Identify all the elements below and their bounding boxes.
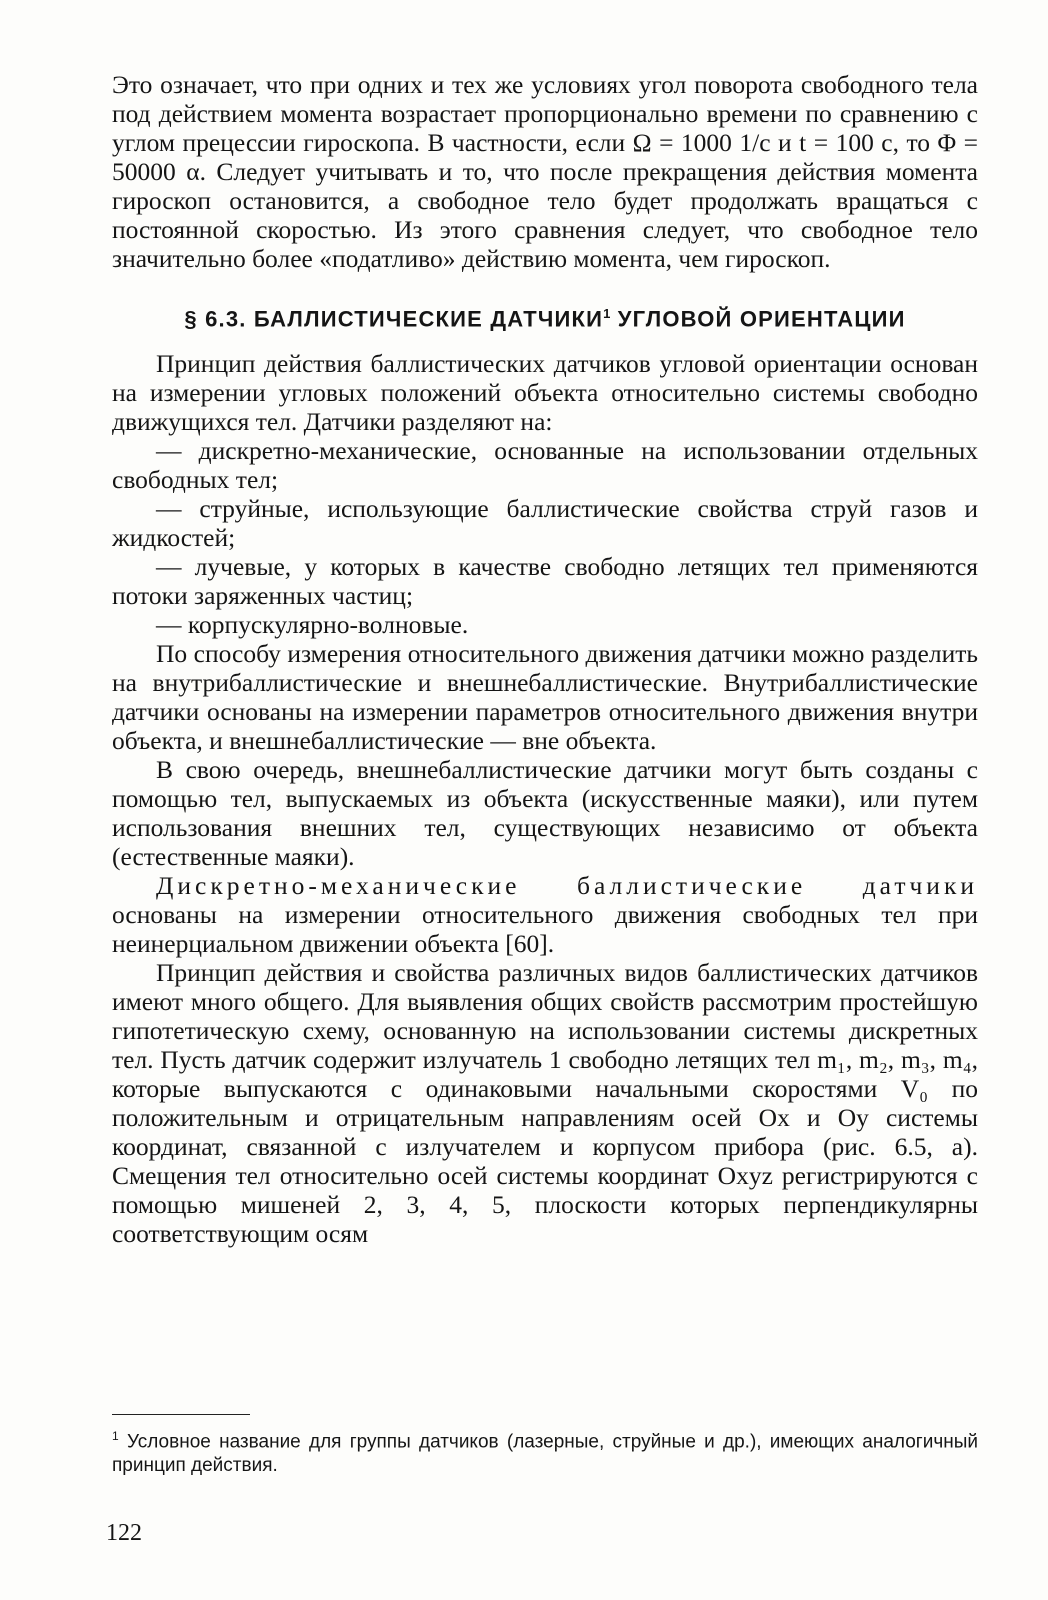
section-heading — [112, 299, 978, 333]
list-item-beam: — лучевые, у которых в качестве свободно летящих тел применяются потоки заряженных частиц; — [112, 552, 978, 611]
footnote-text: Условное название для группы датчиков (лазерные, струйные и др.), имеющих аналогичный принцип действия. — [112, 1431, 978, 1477]
paragraph-1: Это означает, что при одних и тех же условиях угол поворота свободного тела под действием момента возрастает пропорционально времени по сравнению с углом прецессии гироскопа. В частности, если Ω = 1000 1/с и t = 100 с, то Φ = 50000 α. Следует учитывать и то, что после прекращения действия момента гироскоп остановится, а свободное тело будет продолжать вращаться с постоянной скоростью. Из этого сравнения следует, что свободное тело значительно более «податливо» действию момента, чем гироскоп. — [112, 70, 978, 273]
footnote-mark: 1 — [112, 1429, 119, 1443]
footnote — [112, 1424, 978, 1478]
heading-footnote-mark: 1 — [603, 306, 611, 321]
paragraph-4: В свою очередь, внешнебаллистические датчики могут быть созданы с помощью тел, выпускаемых из объекта (искусственные маяки), или путем использования внешних тел, существующих независимо от объекта (естественные маяки). — [112, 755, 978, 872]
paragraph-3: По способу измерения относительного движения датчики можно разделить на внутрибаллистические и внешнебаллистические. Внутрибаллистические датчики основаны на измерении параметров относительного движения внутри объекта, и внешнебаллистические — вне объекта. — [112, 639, 978, 756]
list-item-jet: — струйные, использующие баллистические свойства струй газов и жидкостей; — [112, 494, 978, 553]
heading-title: § 6.3. БАЛЛИСТИЧЕСКИЕ ДАТЧИКИ — [184, 306, 604, 332]
page-number: 122 — [106, 1520, 142, 1546]
paragraph-2: Принцип действия баллистических датчиков угловой ориентации основан на измерении угловых положений объекта относительно системы свободно движущихся тел. Датчики разделяют на: — [112, 349, 978, 437]
spaced-term: Дискретно-механические баллистические датчики — [156, 871, 978, 901]
main-text — [112, 70, 978, 1248]
paragraph-5 — [112, 871, 978, 958]
list-item-corpuscular: — корпускулярно-волновые. — [156, 610, 469, 640]
heading-title-rest: УГЛОВОЙ ОРИЕНТАЦИИ — [610, 306, 906, 332]
paragraph-6: Принцип действия и свойства различных видов баллистических датчиков имеют много общего. Для выявления общих свойств рассмотрим простейшую гипотетическую схему, основанную на использовании системы дискретных тел. Пусть датчик содержит излучатель 1 свободно летящих тел m₁, m₂, m₃, m₄, которые выпускаются с одинаковыми начальными скоростями V₀ по положительным и отрицательным направлениям осей Ox и Oy системы координат, связанной с излучателем и корпусом прибора (рис. 6.5, а). Смещения тел относительно осей системы координат Oxyz регистрируются с помощью мишеней 2, 3, 4, 5, плоскости которых перпендикулярны соответствующим осям — [112, 958, 978, 1249]
list-item-discrete: — дискретно-механические, основанные на использовании отдельных свободных тел; — [112, 436, 978, 495]
footnote-rule — [112, 1414, 250, 1415]
paragraph-5-rest: основаны на измерении относительного движения свободных тел при неинерциальном движении объекта [60]. — [112, 900, 978, 959]
